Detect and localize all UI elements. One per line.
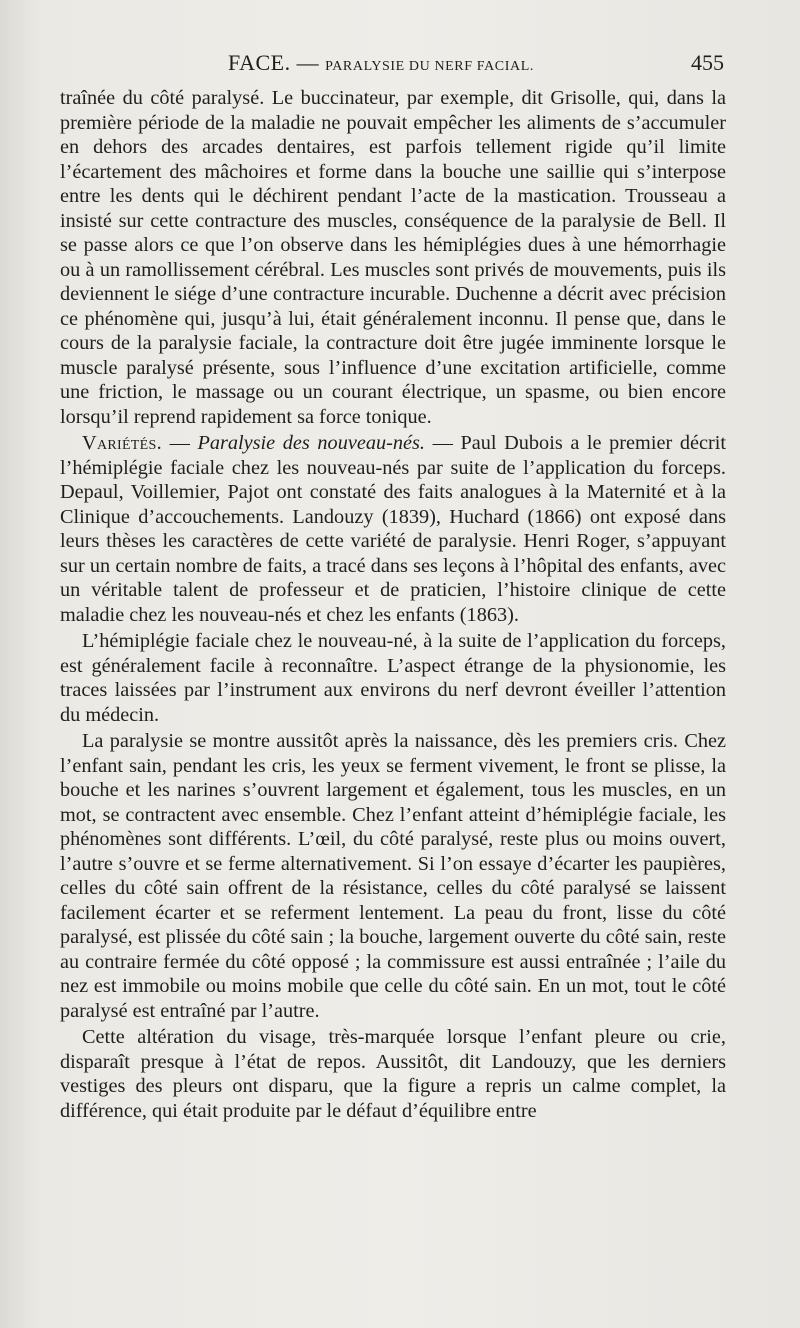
- paragraph-4: La paralysie se montre aussitôt après la naissance, dès les premiers cris. Chez l’enfant sain, pendant les cris, les yeux se ferment vivement, le front se plisse, la bouche et les narines s’ouvrent largement et également, tous les muscles, en un mot, se contractent avec ensemble. Chez l’enfant atteint d’hémiplégie faciale, les phénomènes sont différents. L’œil, du côté paralysé, reste plus ou moins ouvert, l’autre s’ouvre et se ferme alternativement. Si l’on essaye d’écarter les paupières, celles du côté sain offrent de la résistance, celles du côté paralysé se laissent facilement écarter et se referment lentement. La peau du front, lisse du côté paralysé, est plissée du côté sain ; la bouche, largement ouverte du côté sain, reste au contraire fermée du côté opposé ; la commissure est aussi entraînée ; l’aile du nez est immobile ou moins mobile que celle du côté sain. En un mot, tout le côté paralysé est entraîné par l’autre.: [60, 730, 726, 1022]
- paragraph-2-text: — Paul Dubois a le premier décrit l’hémiplégie faciale chez les nouveau-nés par suite de l’application du forceps. Depaul, Voillemier, Pajot ont constaté des faits analogues à la Maternité et à la Clinique d’accouchements. Landouzy (1839), Huchard (1866) ont exposé dans leurs thèses les caractères de cette variété de paralysie. Henri Roger, s’appuyant sur un certain nombre de faits, a tracé dans ses leçons à l’hôpital des enfants, avec un véritable talent de professeur et de praticien, l’histoire clinique de cette maladie chez les nouveau-nés et chez les enfants (1863).: [60, 432, 726, 626]
- section-title: Paralysie des nouveau-nés.: [197, 432, 425, 454]
- running-head-subject: PARALYSIE DU NERF FACIAL.: [325, 59, 534, 74]
- paragraph-2: [60, 431, 726, 627]
- page-number: 455: [691, 50, 724, 75]
- page-header: [60, 50, 724, 82]
- paragraph-5: Cette altération du visage, très-marquée lorsque l’enfant pleure ou crie, disparaît presque à l’état de repos. Aussitôt, dit Landouzy, que les derniers vestiges des pleurs ont disparu, que la figure a repris un calme complet, la différence, qui était produite par le défaut d’équilibre entre: [60, 1026, 726, 1122]
- section-label: Variétés.: [82, 432, 162, 454]
- body-text: [60, 86, 726, 1123]
- paragraph-1: traînée du côté paralysé. Le buccinateur, par exemple, dit Grisolle, qui, dans la première période de la maladie ne pouvait empêcher les aliments de s’accumuler en dehors des arcades dentaires, est parfois tellement rigide qu’il limite l’écartement des mâchoires et forme dans la bouche une saillie qui s’interpose entre les dents qui le déchirent pendant l’acte de la mastication. Trousseau a insisté sur cette contracture des muscles, conséquence de la paralysie de Bell. Il se passe alors ce que l’on observe dans les hémiplégies dues à une hémorrhagie ou à un ramollissement cérébral. Les muscles sont privés de mouvements, puis ils deviennent le siége d’une contracture incurable. Duchenne a décrit avec précision ce phénomène qui, jusqu’à lui, était généralement inconnu. Il pense que, dans le cours de la paralysie faciale, la contracture doit être jugée imminente lorsque le muscle paralysé présente, sous l’influence d’une excitation artificielle, comme une friction, le massage ou un courant électrique, un spasme, ou bien encore lorsqu’il reprend rapidement sa force tonique.: [60, 87, 726, 428]
- running-head-section: FACE.: [228, 50, 291, 75]
- running-head: [228, 50, 534, 76]
- running-head-dash: —: [290, 50, 326, 75]
- section-dash: —: [161, 432, 198, 454]
- paragraph-3: L’hémiplégie faciale chez le nouveau-né, à la suite de l’application du forceps, est généralement facile à reconnaître. L’aspect étrange de la physionomie, les traces laissées par l’instrument aux environs du nerf devront éveiller l’attention du médecin.: [60, 630, 726, 726]
